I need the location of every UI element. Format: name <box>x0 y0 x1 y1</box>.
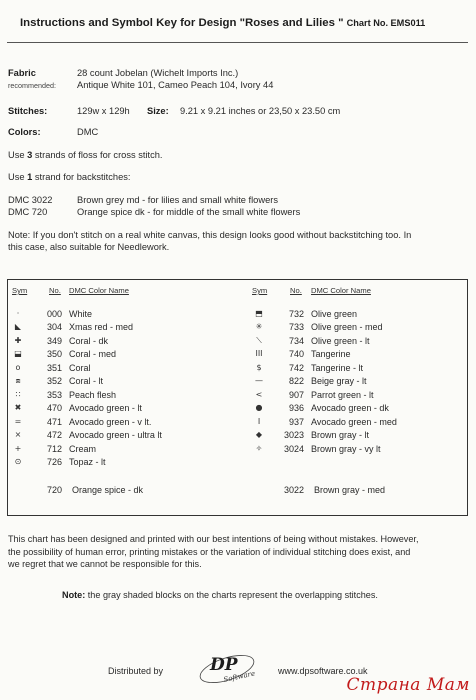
right-dmc-number: 3024 <box>283 443 304 454</box>
note-line-1: Note: If you don't stitch on a real white canvas, this design looks good without backstitching too. In <box>8 230 412 240</box>
dot-icon: · <box>16 309 20 318</box>
left-color-name: White <box>69 309 93 319</box>
shading-note <box>62 590 378 600</box>
cross-pre: Use <box>8 150 28 160</box>
filled-diamond-icon: ◆ <box>255 430 263 440</box>
left-dmc-number: 352 <box>46 376 62 387</box>
backstitch-desc-1: Brown grey md - for lilies and small white flowers <box>77 195 278 205</box>
left-dmc-number: 349 <box>46 335 62 346</box>
page-title <box>20 17 425 29</box>
right-name-header: DMC Color Name <box>311 286 371 295</box>
left-dmc-number: 470 <box>46 403 62 414</box>
less-than-icon: < <box>255 389 263 399</box>
distributed-by: Distributed by <box>108 666 164 676</box>
size-label: Size: <box>147 106 169 116</box>
back-strand-count: 1 <box>27 172 33 182</box>
corner-triangle-icon: ◣ <box>14 322 22 332</box>
left-color-name: Avocado green - ultra lt <box>69 430 162 441</box>
left-dmc-number: 353 <box>46 389 62 400</box>
left-dmc-number: 351 <box>46 362 62 373</box>
disclaimer-line-1: This chart has been designed and printed with our best intentions of being without mistakes. However, <box>8 534 419 544</box>
shading-note-text: the gray shaded blocks on the charts represent the overlapping stitches. <box>85 590 378 600</box>
right-dmc-number: 936 <box>288 403 304 414</box>
left-color-name: Coral - lt <box>69 376 104 387</box>
left-color-name: Coral <box>69 362 91 373</box>
right-color-name: Brown gray - lt <box>311 430 370 441</box>
left-dmc-number: 712 <box>46 443 62 454</box>
disclaimer <box>8 533 470 571</box>
right-color-name: Parrot green - lt <box>311 389 374 400</box>
left-dmc-number: 350 <box>46 349 62 360</box>
left-color-name: Coral - dk <box>69 335 109 346</box>
circled-dot-icon: ⊙ <box>14 456 22 466</box>
chart-number: Chart No. EMS011 <box>346 18 426 28</box>
right-color-name: Tangerine - lt <box>311 362 364 373</box>
thin-cross-icon: ⨯ <box>14 430 22 440</box>
watermark: Страна Мам <box>346 675 470 695</box>
right-dmc-number: 732 <box>288 309 304 319</box>
right-dmc-number: 734 <box>288 335 304 346</box>
right-color-name: Beige gray - lt <box>311 376 367 387</box>
left-color-name: Avocado green - v lt. <box>69 416 152 427</box>
right-dmc-number: 740 <box>288 349 304 360</box>
bar-icon: I <box>257 416 261 426</box>
right-color-name: Brown gray - vy lt <box>311 443 381 454</box>
ring-icon: o <box>15 362 21 372</box>
fabric-line-1: 28 count Jobelan (Wichelt Imports Inc.) <box>77 68 239 78</box>
right-color-name: Avocado green - med <box>311 416 397 427</box>
left-no-header: No. <box>49 286 61 295</box>
right-backstitch-dmc-number: 3022 <box>283 484 304 495</box>
thin-plus-icon: + <box>14 443 22 453</box>
half-filled-square-icon: ⬓ <box>14 349 22 359</box>
cross-strand-count: 3 <box>27 150 33 160</box>
disclaimer-line-3: we regret that we cannot be responsible for this. <box>8 559 202 569</box>
left-dmc-number: 726 <box>46 456 62 467</box>
cross-post: strands of floss for cross stitch. <box>32 150 163 160</box>
backstitch-desc-2: Orange spice dk - for middle of the small white flowers <box>77 207 301 217</box>
back-pre: Use <box>8 172 28 182</box>
equals-icon: = <box>14 416 22 426</box>
header-divider <box>7 42 468 43</box>
left-color-name: Coral - med <box>69 349 117 360</box>
left-dmc-number: 472 <box>46 430 62 441</box>
right-color-name: Olive green - med <box>311 322 383 333</box>
left-color-name: Peach flesh <box>69 389 117 400</box>
right-dmc-number: 742 <box>288 362 304 373</box>
right-color-name: Olive green <box>311 309 358 319</box>
plus-icon: ✚ <box>14 335 22 345</box>
four-point-star-icon: ✧ <box>255 443 263 453</box>
shading-note-label: Note: <box>62 590 86 600</box>
right-color-name: Olive green - lt <box>311 335 370 346</box>
left-color-name: Avocado green - lt <box>69 403 142 414</box>
colors-label: Colors: <box>8 127 41 137</box>
left-color-name: Topaz - lt <box>69 456 106 467</box>
design-title: Instructions and Symbol Key for Design "Roses and Lilies " <box>20 17 344 29</box>
left-backstitch-dmc-number: 720 <box>46 484 62 495</box>
four-dots-icon: ∷ <box>15 389 21 399</box>
stitches-value: 129w x 129h <box>77 106 130 116</box>
asterisk-icon: ✳ <box>255 322 263 332</box>
fabric-sublabel: recommended: <box>8 81 56 90</box>
right-dmc-number: 822 <box>288 376 304 387</box>
left-name-header: DMC Color Name <box>69 286 129 295</box>
left-sym-header: Sym <box>12 286 28 295</box>
backslash-icon: ⟍ <box>256 335 262 345</box>
left-dmc-number: 000 <box>46 309 62 319</box>
left-color-name: Cream <box>69 443 97 454</box>
right-sym-header: Sym <box>252 286 268 295</box>
logo-letters: DP <box>210 655 238 675</box>
right-backstitch-color-name: Brown gray - med <box>314 484 386 495</box>
stitches-label: Stitches: <box>8 106 48 116</box>
left-dmc-number: 471 <box>46 416 62 427</box>
left-backstitch-color-name: Orange spice - dk <box>72 484 144 495</box>
disclaimer-line-2: the possibility of human error, printing mistakes or the variation of individual stitching does exist, and <box>8 546 411 557</box>
right-no-header: No. <box>290 286 302 295</box>
fabric-label: Fabric <box>8 68 36 78</box>
filled-circle-icon: ● <box>255 403 263 413</box>
colors-value: DMC <box>77 127 99 137</box>
dollar-icon: $ <box>256 362 262 372</box>
right-dmc-number: 733 <box>288 322 304 333</box>
website-link[interactable]: www.dpsoftware.co.uk <box>278 666 368 676</box>
symbol-key-box <box>7 279 468 516</box>
left-dmc-number: 304 <box>46 322 62 333</box>
boxed-square-icon: ⧈ <box>15 376 21 386</box>
back-post: strand for backstitches: <box>32 172 131 182</box>
right-dmc-number: 3023 <box>283 430 304 441</box>
right-dmc-number: 907 <box>288 389 304 400</box>
backstitch-instruction <box>8 172 130 182</box>
top-filled-square-icon: ⬒ <box>255 309 263 318</box>
cross-icon: ✖ <box>14 403 22 413</box>
backstitch-code-2: DMC 720 <box>8 207 48 217</box>
fabric-line-2: Antique White 101, Cameo Peach 104, Ivory 44 <box>77 80 274 90</box>
logo-subtitle: Software <box>222 669 256 684</box>
dp-software-logo <box>196 652 258 686</box>
right-color-name: Avocado green - dk <box>311 403 389 414</box>
size-value: 9.21 x 9.21 inches or 23,50 x 23.50 cm <box>180 106 341 116</box>
right-dmc-number: 937 <box>288 416 304 427</box>
triple-bar-icon: III <box>255 349 263 359</box>
note-line-2: this case, also suitable for Needlework. <box>8 242 170 252</box>
right-color-name: Tangerine <box>311 349 351 360</box>
dash-icon: — <box>255 376 263 386</box>
cross-stitch-instruction <box>8 150 163 160</box>
backstitch-code-1: DMC 3022 <box>8 195 53 205</box>
left-color-name: Xmas red - med <box>69 322 134 333</box>
